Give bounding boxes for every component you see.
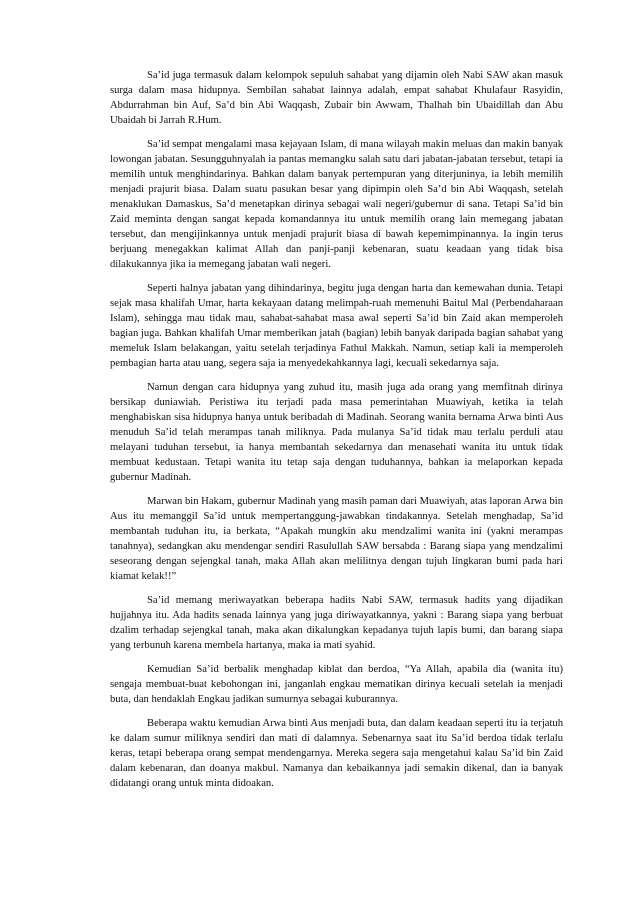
paragraph-1: Sa’id juga termasuk dalam kelompok sepuluh sahabat yang dijamin oleh Nabi SAW akan masuk surga dalam masa hidupnya. Sembilan sahabat lainnya adalah, empat sahabat Khulafaur Rasyidin, Abdurrahman bin Auf, Sa’d bin Abi Waqqash, Zubair bin Awwam, Thalhah bin Ubaidillah dan Abu Ubaidah bi Jarrah R.Hum. xyxy=(110,70,563,126)
paragraph-5: Marwan bin Hakam, gubernur Madinah yang masih paman dari Muawiyah, atas laporan Arwa bin Aus itu memanggil Sa’id untuk mempertanggung-jawabkan tindakannya. Setelah menghadap, Sa’id membantah tuduhan itu, ia berkata, “Apakah mungkin aku mendzalimi wanita ini (yakni merampas tanahnya), sedangkan aku mendengar sendiri Rasulullah SAW bersabda : Barang siapa yang mendzalimi seseorang dengan sejengkal tanah, maka Allah akan melilitnya dengan tujuh lingkaran bumi pada hari kiamat kelak!!” xyxy=(110,496,563,582)
document-page xyxy=(110,68,563,800)
paragraph-6: Sa’id memang meriwayatkan beberapa hadits Nabi SAW, termasuk hadits yang dijadikan hujjahnya itu. Ada hadits senada lainnya yang juga diriwayatkannya, yakni : Barang siapa yang berbuat dzalim terhadap sejengkal tanah, maka akan dikalungkan kepadanya tujuh lapis bumi, dan barang siapa yang terbunuh karena membela hartanya, maka ia mati syahid. xyxy=(110,595,563,651)
paragraph-3: Seperti halnya jabatan yang dihindarinya, begitu juga dengan harta dan kemewahan dunia. Tetapi sejak masa khalifah Umar, harta kekayaan datang melimpah-ruah memenuhi Baitul Mal (Perbendaharaan Islam), sehingga mau tidak mau, sahabat-sahabat masa awal seperti Sa’id bin Zaid akan memperoleh bagian juga. Bahkan khalifah Umar memberikan jatah (bagian) lebih banyak daripada bagian sahabat yang memeluk Islam belakangan, yaitu setelah terjadinya Fathul Makkah. Namun, setiap kali ia memperoleh pembagian harta atau uang, segera saja ia menyedekahkannya lagi, kecuali sekedarnya saja. xyxy=(110,283,563,369)
paragraph-2: Sa’id sempat mengalami masa kejayaan Islam, di mana wilayah makin meluas dan makin banyak lowongan jabatan. Sesungguhnyalah ia pantas memangku salah satu dari jabatan-jabatan tersebut, tetapi ia memilih untuk menghindarinya. Bahkan dalam banyak pertempuran yang diterjuninya, ia lebih memilih menjadi prajurit biasa. Dalam suatu pasukan besar yang dipimpin oleh Sa’d bin Abi Waqqash, setelah menaklukan Damaskus, Sa’d menetapkan dirinya sebagai wali negeri/gubernur di sana. Tetapi Sa’id bin Zaid meminta dengan sangat kepada komandannya itu untuk memilih orang lain memegang jabatan tersebut, dan mengijinkannya untuk menjadi prajurit biasa di bawah kepemimpinannya. Ia ingin terus berjuang menegakkan kalimat Allah dan panji-panji kebenaran, suatu keadaan yang tidak bisa dilakukannya jika ia memegang jabatan wali negeri. xyxy=(110,139,563,270)
paragraph-4: Namun dengan cara hidupnya yang zuhud itu, masih juga ada orang yang memfitnah dirinya bersikap duniawiah. Peristiwa itu terjadi pada masa pemerintahan Muawiyah, ketika ia telah menghabiskan sisa hidupnya hanya untuk beribadah di Madinah. Seorang wanita bernama Arwa binti Aus menuduh Sa’id telah merampas tanah miliknya. Pada mulanya Sa’id tidak mau terlalu perduli atau melayani tuduhan tersebut, ia hanya membantah sekedarnya dan menasehati wanita itu untuk tidak membuat kedustaan. Tetapi wanita itu tetap saja dengan tuduhannya, bahkan ia melaporkan kepada gubernur Madinah. xyxy=(110,382,563,483)
paragraph-8: Beberapa waktu kemudian Arwa binti Aus menjadi buta, dan dalam keadaan seperti itu ia terjatuh ke dalam sumur miliknya sendiri dan mati di dalamnya. Sebenarnya saat itu Sa’id berdoa tidak terlalu keras, tetapi beberapa orang sempat mendengarnya. Mereka segera saja mengetahui kalau Sa’id bin Zaid dalam kebenaran, dan doanya makbul. Namanya dan kebaikannya jadi semakin dikenal, dan ia banyak didatangi orang untuk minta didoakan. xyxy=(110,718,563,789)
paragraph-7: Kemudian Sa’id berbalik menghadap kiblat dan berdoa, “Ya Allah, apabila dia (wanita itu) sengaja membuat-buat kebohongan ini, janganlah engkau mematikan dirinya kecuali setelah ia menjadi buta, dan hendaklah Engkau jadikan sumurnya sebagai kuburannya. xyxy=(110,664,563,705)
